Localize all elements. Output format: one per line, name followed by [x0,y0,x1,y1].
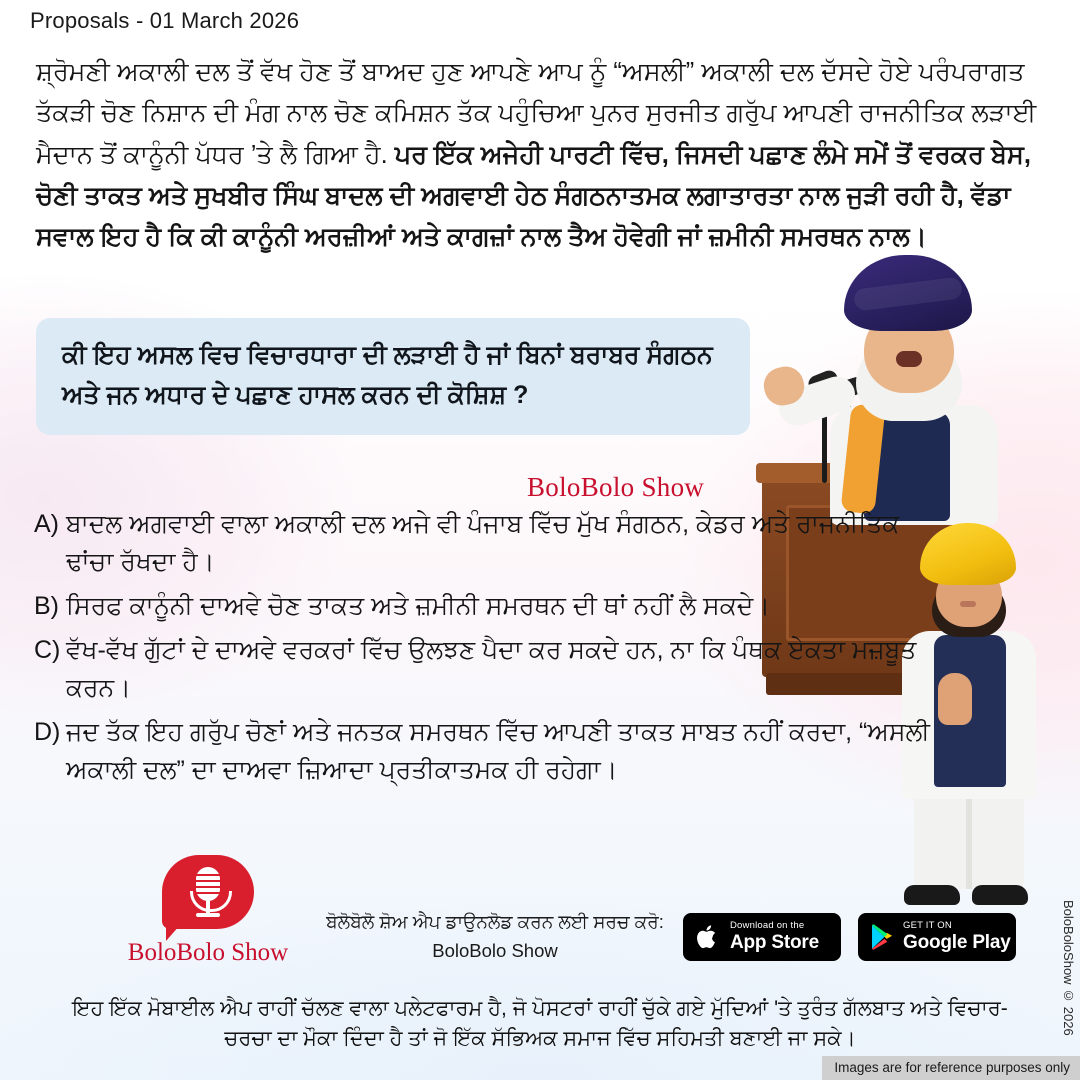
brand-script-label: BoloBolo Show [527,472,705,502]
download-search-term: BoloBolo Show [432,939,558,961]
apple-icon [695,922,721,952]
senior-leader-figure [768,255,1028,515]
google-play-badge[interactable] [858,913,1016,961]
app-store-text [730,921,819,953]
senior-turban [844,255,972,331]
junior-folded-hands [938,673,972,725]
footer-description: ਇਹ ਇੱਕ ਮੋਬਾਈਲ ਐਪ ਰਾਹੀਂ ਚੱਲਣ ਵਾਲਾ ਪਲੇਟਫਾਰਮ ਹੈ, ਜੋ ਪੋਸਟਰਾਂ ਰਾਹੀਂ ਚੁੱਕੇ ਗਏ ਮੁੱਦਿਆਂ 'ਤੇ ਤੁਰੰਤ ਗੱਲਬਾਤ ਅਤੇ ਵਿਚਾਰ-ਚਰਚਾ ਦਾ ਮੌਕਾ ਦਿੰਦਾ ਹੈ ਤਾਂ ਜੋ ਇੱਕ ਸੱਭਿਅਕ ਸਮਾਜ ਵਿੱਚ ਸਹਿਮਤੀ ਬਣਾਈ ਜਾ ਸਕੇ। [72,997,1008,1051]
junior-legs [914,793,1024,889]
option-d[interactable] [30,713,930,789]
intro-paragraph [36,52,1044,258]
google-play-big-label: Google Play [903,931,1011,953]
option-c-letter: C) [34,636,61,664]
app-store-badge[interactable] [683,913,841,961]
download-instruction-line: ਬੋਲੋਬੋਲੋ ਸ਼ੋਅ ਐਪ ਡਾਉਨਲੋਡ ਕਰਨ ਲਈ ਸਰਚ ਕਰੋ: [326,911,664,932]
option-a[interactable] [30,505,930,581]
option-c-text: ਵੱਖ-ਵੱਖ ਗੁੱਟਾਂ ਦੇ ਦਾਅਵੇ ਵਰਕਰਾਂ ਵਿੱਚ ਉਲਝਣ ਪੈਦਾ ਕਰ ਸਕਦੇ ਹਨ, ਨਾ ਕਿ ਪੰਥਕ ਏਕਤਾ ਮਜ਼ਬੂਤ ਕਰਨ। [66,636,917,702]
microphone-speech-bubble-icon [162,855,254,937]
option-b[interactable] [30,587,930,625]
junior-shoe-right [972,885,1028,905]
option-a-letter: A) [34,510,59,538]
download-instruction [300,908,690,965]
google-play-icon [870,924,894,950]
senior-mouth [896,351,922,367]
option-d-letter: D) [34,718,61,746]
google-play-small-label: GET IT ON [903,920,952,932]
app-store-big-label: App Store [730,931,819,953]
brand-logo-label: BoloBolo Show [127,939,289,966]
option-c[interactable] [30,631,930,707]
google-play-text [903,921,1011,953]
option-b-letter: B) [34,592,59,620]
brand-logo [118,855,298,967]
option-d-text: ਜਦ ਤੱਕ ਇਹ ਗਰੁੱਪ ਚੋਣਾਂ ਅਤੇ ਜਨਤਕ ਸਮਰਥਨ ਵਿੱਚ ਆਪਣੀ ਤਾਕਤ ਸਾਬਤ ਨਹੀਂ ਕਰਦਾ, “ਅਸਲੀ ਅਕਾਲੀ ਦਲ” ਦਾ ਦਾਅਵਾ ਜ਼ਿਆਦਾ ਪ੍ਰਤੀਕਾਤਮਕ ਹੀ ਰਹੇਗਾ। [66,718,930,784]
question-box [36,318,750,435]
intro-bold-text: ਪਰ ਇੱਕ ਅਜੇਹੀ ਪਾਰਟੀ ਵਿੱਚ, ਜਿਸਦੀ ਪਛਾਣ ਲੰਮੇ ਸਮੇਂ ਤੋਂ ਵਰਕਰ ਬੇਸ, ਚੋਣੀ ਤਾਕਤ ਅਤੇ ਸੁਖਬੀਰ ਸਿੰਘ ਬਾਦਲ ਦੀ ਅਗਵਾਈ ਹੇਠ ਸੰਗਠਨਾਤਮਕ ਲਗਾਤਾਰਤਾ ਨਾਲ ਜੁੜੀ ਰਹੀ ਹੈ, ਵੱਡਾ ਸਵਾਲ ਇਹ ਹੈ ਕਿ ਕੀ ਕਾਨੂੰਨੀ ਅਰਜ਼ੀਆਂ ਅਤੇ ਕਾਗਜ਼ਾਂ ਨਾਲ ਤੈਅ ਹੋਵੇਗੀ ਜਾਂ ਜ਼ਮੀਨੀ ਸਮਰਥਨ ਨਾਲ। [36,140,1031,252]
microphone-base [196,913,220,917]
page-title: Proposals - 01 March 2026 [30,8,300,33]
option-a-text: ਬਾਦਲ ਅਗਵਾਈ ਵਾਲਾ ਅਕਾਲੀ ਦਲ ਅਜੇ ਵੀ ਪੰਜਾਬ ਵਿੱਚ ਮੁੱਖ ਸੰਗਠਨ, ਕੇਡਰ ਅਤੇ ਰਾਜਨੀਤਿਕ ਢਾਂਚਾ ਰੱਖਦਾ ਹੈ। [66,510,900,576]
image-disclaimer: Images are for reference purposes only [822,1056,1080,1080]
options-list [30,505,930,795]
option-b-text: ਸਿਰਫ ਕਾਨੂੰਨੀ ਦਾਅਵੇ ਚੋਣ ਤਾਕਤ ਅਤੇ ਜ਼ਮੀਨੀ ਸਮਰਥਨ ਦੀ ਥਾਂ ਨਹੀਂ ਲੈ ਸਕਦੇ। [66,592,771,620]
question-text: ਕੀ ਇਹ ਅਸਲ ਵਿਚ ਵਿਚਾਰਧਾਰਾ ਦੀ ਲੜਾਈ ਹੈ ਜਾਂ ਬਿਨਾਂ ਬਰਾਬਰ ਸੰਗਠਨ ਅਤੇ ਜਨ ਅਧਾਰ ਦੇ ਪਛਾਣ ਹਾਸਲ ਕਰਨ ਦੀ ਕੋਸ਼ਿਸ਼ ? [62,341,713,409]
app-store-small-label: Download on the [730,920,805,932]
junior-lip [960,601,976,607]
intro-normal-text: ਸ਼੍ਰੋਮਣੀ ਅਕਾਲੀ ਦਲ ਤੋਂ ਵੱਖ ਹੋਣ ਤੋਂ ਬਾਅਦ ਹੁਣ ਆਪਣੇ ਆਪ ਨੂੰ “ਅਸਲੀ” ਅਕਾਲੀ ਦਲ ਦੱਸਦੇ ਹੋਏ ਪਰੰਪਰਾਗਤ ਤੱਕੜੀ ਚੋਣ ਨਿਸ਼ਾਨ ਦੀ ਮੰਗ ਨਾਲ ਚੋਣ ਕਮਿਸ਼ਨ ਤੱਕ ਪਹੁੰਚਿਆ ਪੁਨਰ ਸੁਰਜੀਤ ਗਰੁੱਪ ਆਪਣੀ ਰਾਜਨੀਤਿਕ ਲੜਾਈ ਮੈਦਾਨ ਤੋਂ ਕਾਨੂੰਨੀ ਪੱਧਰ ’ਤੇ ਲੈ ਗਿਆ ਹੈ. [36,58,1037,169]
junior-turban [920,523,1016,585]
vertical-copyright: BoloBoloShow © 2026 [1061,900,1076,1036]
junior-shoe-left [904,885,960,905]
